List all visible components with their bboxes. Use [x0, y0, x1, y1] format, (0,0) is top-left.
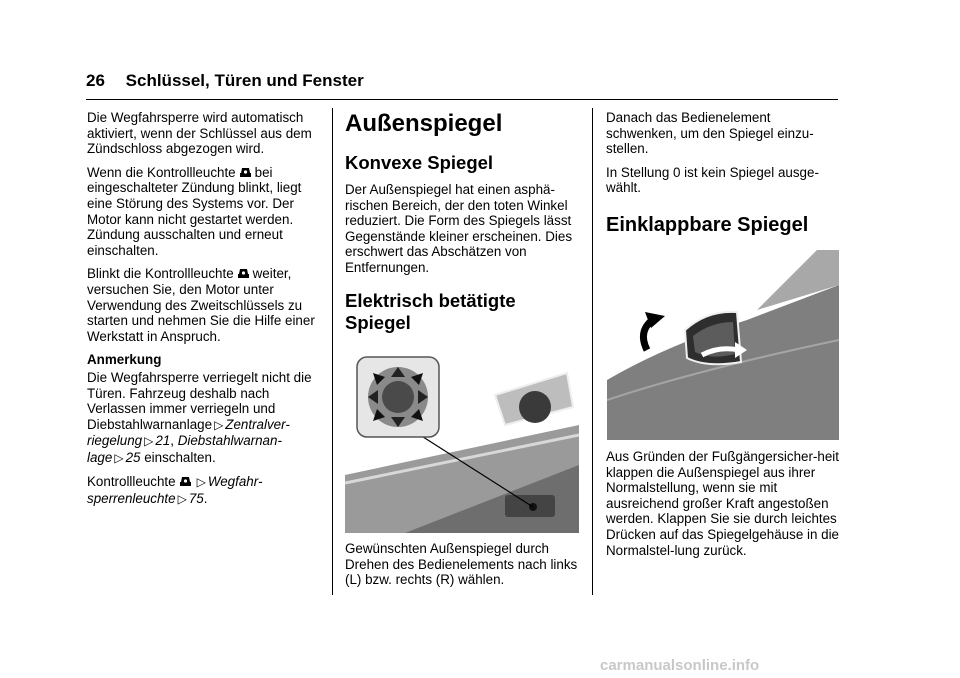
folding-mirror-figure — [607, 250, 839, 440]
text: Blinkt die Kontrollleuchte — [87, 266, 234, 282]
text: , — [170, 433, 174, 449]
paragraph-second-key — [87, 266, 322, 344]
car-key-warning-icon — [179, 474, 192, 488]
text: weiter, versuchen Sie, den Motor unter Verwendung des Zweitschlüssels zu starten und nehmen Sie die Hilfe einer Werkstatt in Anspruch. — [87, 266, 315, 344]
text: einschalten. — [144, 449, 216, 465]
page-number: 26 — [86, 71, 105, 90]
column-1 — [87, 110, 322, 516]
text: Kontrollleuchte — [87, 474, 176, 490]
subheading-folding: Einklappbare Spiegel — [606, 213, 809, 236]
paragraph-pedestrian-safety: Aus Gründen der Fußgängersicher-heit klappen die Außenspiegel aus ihrer Normalstellung, wenn sie mit ausreichend großer Kraft angestoßen werden. Klappen Sie sie durch leichtes Drücken auf das Spiegelgehäuse in die Normalstel-lung zurück. — [606, 449, 840, 558]
xref-page[interactable]: 25 — [125, 449, 141, 465]
page-header — [86, 71, 364, 91]
text: Wenn die Kontrollleuchte — [87, 164, 236, 180]
reference-arrow-icon: ▷ — [144, 434, 154, 449]
xref-page[interactable]: 21 — [155, 433, 171, 449]
column-2-lower — [345, 541, 583, 596]
reference-arrow-icon: ▷ — [177, 492, 187, 507]
text: Die Wegfahrsperre verriegelt nicht die Türen. Fahrzeug deshalb nach Verlassen immer verriegeln und Diebstahlwarnanlage — [87, 369, 312, 432]
paragraph-select-mirror: Gewünschten Außenspiegel durch Drehen des Bedienelements nach links (L) bzw. rechts (R) wählen. — [345, 541, 578, 588]
header-rule — [86, 99, 838, 100]
column-3 — [606, 110, 841, 244]
column-2 — [345, 110, 583, 342]
paragraph-position-zero: In Stellung 0 ist kein Spiegel ausge-wählt. — [606, 164, 819, 196]
mirror-control-figure — [345, 355, 579, 533]
chapter-title: Schlüssel, Türen und Fenster — [125, 71, 364, 90]
reference-arrow-icon: ▷ — [114, 450, 124, 465]
xref-alarm[interactable]: Diebstahlwarnan-lage — [87, 433, 282, 465]
car-key-warning-icon — [239, 165, 252, 179]
car-key-warning-icon — [237, 266, 250, 280]
subheading-convex: Konvexe Spiegel — [345, 152, 494, 173]
paragraph-note — [87, 370, 322, 467]
text: . — [203, 491, 208, 507]
paragraph-immobilizer: Die Wegfahrsperre wird automatisch aktiviert, wenn der Schlüssel aus dem Zündschloss abgezogen wird. — [87, 110, 312, 157]
paragraph-indicator — [87, 474, 322, 507]
section-heading: Außenspiegel — [345, 110, 503, 137]
xref-immobilizer-light[interactable]: Wegfahr-sperrenleuchte — [87, 474, 263, 507]
text: bei eingeschalteter Zündung blinkt, liegt eine Störung des Systems vor. Der Motor kann nicht gestartet werden. Zündung ausschalten und erneut einschalten. — [87, 164, 302, 258]
column-divider-1 — [332, 108, 333, 595]
column-divider-2 — [592, 108, 593, 595]
xref-page[interactable]: 75 — [188, 491, 204, 507]
reference-arrow-icon: ▷ — [196, 475, 206, 490]
reference-arrow-icon: ▷ — [214, 417, 224, 432]
column-3-lower — [606, 449, 841, 566]
paragraph-convex: Der Außenspiegel hat einen asphä-rischen Bereich, der den toten Winkel reduziert. Die Form des Spiegels lässt Gegenstände kleiner erscheinen. Dies erschwert das Abschätzen von Entfernungen. — [345, 182, 573, 275]
paragraph-warning-blink — [87, 165, 322, 259]
paragraph-adjust: Danach das Bedienelement schwenken, um den Spiegel einzu-stellen. — [606, 110, 814, 157]
note-label: Anmerkung — [87, 352, 162, 368]
subheading-electric: Elektrisch betätigte Spiegel — [345, 289, 516, 333]
watermark: carmanualsonline.info — [600, 657, 760, 674]
xref-central-locking[interactable]: Zentralver-riegelung — [87, 416, 290, 449]
